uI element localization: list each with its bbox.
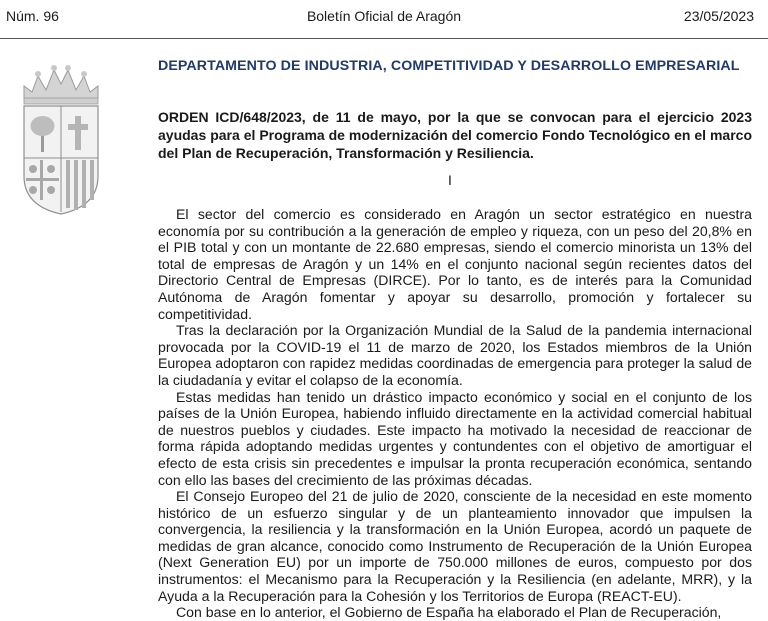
issue-number: Núm. 96	[6, 8, 59, 24]
paragraph: El sector del comercio es considerado en Aragón un sector estratégico en nuestra economía por su contribución a la generación de empleo y riqueza, con un peso del 20,8% en el PIB total y con un montante de 22.680 empresas, siendo el comercio minorista un 13% del total de empresas de Aragón y un 14% en el conjunto nacional según recientes datos del Directorio Central de Empresas (DIRCE). Por lo tanto, es de interés para la Comunidad Autónoma de Aragón fomentar y apoyar su desarrollo, promoción y fortalecer su competitividad.	[158, 206, 752, 322]
page-header	[0, 0, 768, 38]
paragraph: El Consejo Europeo del 21 de julio de 2020, consciente de la necesidad en este momento histórico de un esfuerzo singular y de un planteamiento innovador que impulsen la convergencia, la resiliencia y la transformación en la Unión Europea, acordó un paquete de medidas de gran alcance, conocido como Instrumento de Recuperación de la Unión Europea (Next Generation EU) por un importe de 750.000 millones de euros, compuesto por dos instrumentos: el Mecanismo para la Recuperación y la Resiliencia (en adelante, MRR), y la Ayuda a la Recuperación para la Cohesión y los Territorios de Europa (REACT-EU).	[158, 488, 752, 604]
section-number: I	[448, 172, 452, 188]
publication-title: Boletín Oficial de Aragón	[306, 8, 462, 24]
header-divider	[0, 38, 768, 39]
department-heading: DEPARTAMENTO DE INDUSTRIA, COMPETITIVIDAD Y DESARROLLO EMPRESARIAL	[158, 58, 740, 74]
paragraph: Con base en lo anterior, el Gobierno de España ha elaborado el Plan de Recuperación,	[176, 604, 722, 621]
document-body	[158, 206, 752, 621]
order-title: ORDEN ICD/648/2023, de 11 de mayo, por la que se convocan para el ejercicio 2023 ayudas para el Programa de modernización del comercio Fondo Tecnológico en el marco del Plan de Recuperación, Transformación y Resiliencia.	[158, 109, 752, 161]
coat-of-arms-icon	[16, 56, 106, 216]
paragraph: Tras la declaración por la Organización Mundial de la Salud de la pandemia internacional provocada por la COVID-19 el 11 de marzo de 2020, los Estados miembros de la Unión Europea adoptaron con rapidez medidas coordinadas de emergencia para proteger la salud de la ciudadanía y evitar el colapso de la economía.	[158, 322, 752, 388]
paragraph: Estas medidas han tenido un drástico impacto económico y social en el conjunto de los países de la Unión Europea, habiendo influido directamente en la actividad comercial habitual de nuestros pueblos y ciudades. Este impacto ha motivado la necesidad de reaccionar de forma rápida adoptando medidas urgentes y contundentes con el objetivo de amortiguar el efecto de esta crisis sin precedentes e impulsar la pronta recuperación económica, sentando con ello las bases del crecimiento de las próximas décadas.	[158, 388, 752, 488]
publication-date: 23/05/2023	[683, 8, 754, 24]
